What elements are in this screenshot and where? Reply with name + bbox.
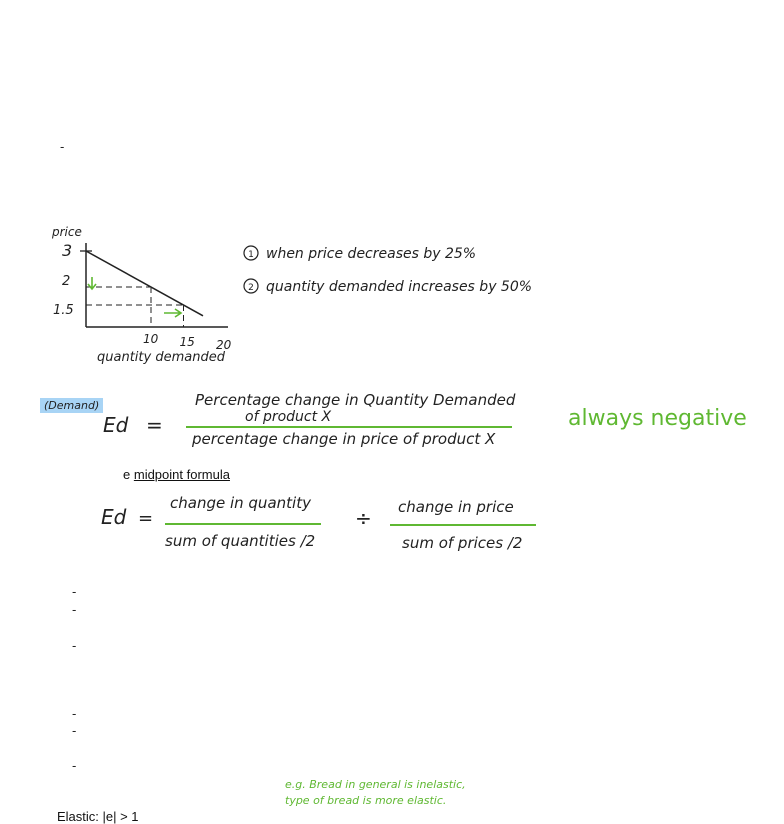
quantity-numerator: change in quantity: [170, 494, 311, 512]
bullet-dash: -: [72, 706, 77, 721]
x-tick-label: 20: [216, 338, 232, 352]
bullet-dash: -: [72, 584, 77, 599]
always-negative-note: always negative: [568, 406, 747, 431]
quantity-right-arrow-icon: [164, 309, 181, 317]
ed-symbol: Ed: [103, 413, 129, 437]
equals-sign: =: [146, 413, 163, 437]
equals-sign: =: [138, 508, 154, 529]
x-axis-label: quantity demanded: [97, 350, 225, 365]
y-axis-label: price: [52, 225, 82, 239]
price-numerator: change in price: [398, 498, 514, 516]
quantity-denominator: sum of quantities /2: [165, 532, 316, 550]
bullet-dash: -: [60, 139, 65, 154]
bullet-dash: -: [72, 723, 77, 738]
bullet-dash: -: [72, 758, 77, 773]
guide-lines: [86, 287, 184, 327]
y-tick-label: 1.5: [53, 303, 74, 318]
elastic-definition: Elastic: |e| > 1: [57, 809, 139, 824]
bullet-dash: -: [72, 602, 77, 617]
formula1-numerator-line2: of product X: [245, 409, 332, 425]
price-denominator: sum of prices /2: [402, 534, 523, 552]
fraction-bar: [390, 524, 536, 526]
divide-sign: ÷: [355, 506, 372, 530]
demand-tag: (Demand): [40, 398, 103, 413]
note-2: quantity demanded increases by 50%: [266, 279, 533, 295]
note-1: when price decreases by 25%: [266, 246, 477, 262]
y-tick-label: 2: [62, 274, 71, 289]
notes-list: [240, 240, 540, 300]
note-number: 2: [248, 283, 254, 293]
formula1-denominator: percentage change in price of product X: [192, 430, 496, 448]
formula1-numerator: Percentage change in Quantity Demanded: [195, 391, 516, 409]
demand-curve: [86, 251, 203, 316]
fraction-bar: [165, 523, 321, 525]
y-tick-label: 3: [62, 241, 73, 260]
x-tick-label: 15: [179, 335, 195, 349]
ed-symbol: Ed: [101, 505, 127, 529]
demand-chart: [40, 215, 240, 375]
note-number: 1: [248, 250, 254, 260]
bullet-dash: -: [72, 638, 77, 653]
midpoint-heading: e midpoint formula: [123, 467, 230, 482]
bread-example-note: e.g. Bread in general is inelastic, type of bread is more elastic.: [285, 778, 466, 807]
x-tick-label: 10: [143, 332, 159, 346]
fraction-bar: [186, 426, 512, 428]
